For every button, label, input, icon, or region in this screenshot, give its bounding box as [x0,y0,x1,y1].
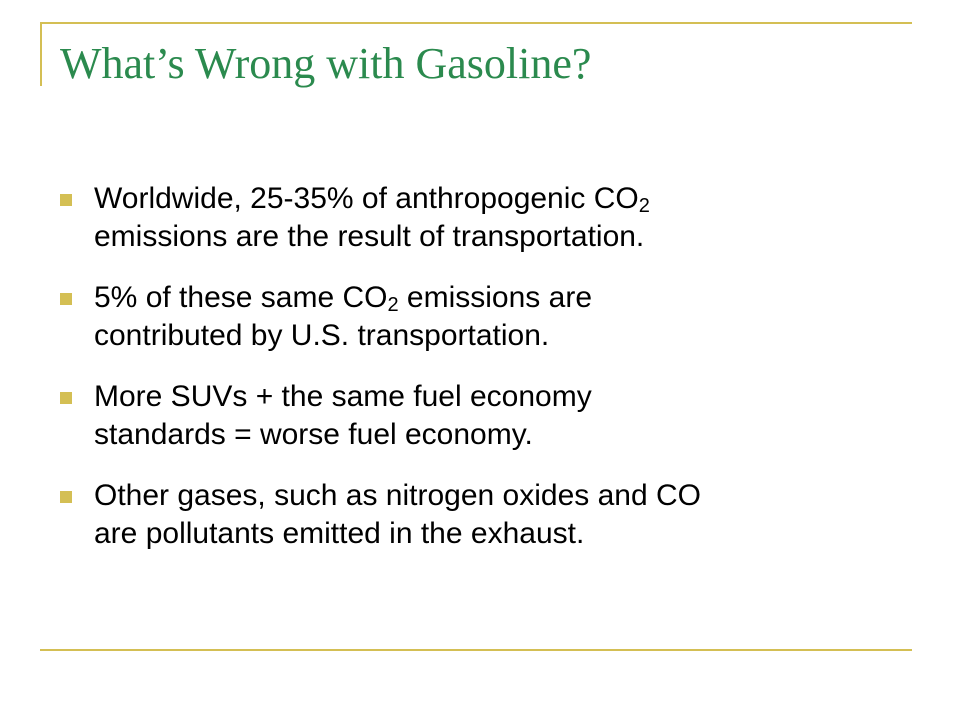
bullet-item [60,378,860,454]
top-rule [40,22,912,24]
bottom-rule [40,649,912,651]
left-rule [40,22,42,86]
square-bullet-icon [60,194,72,206]
subscript: 2 [638,195,650,217]
bullet-line [94,477,860,515]
square-bullet-icon [60,392,72,404]
slide-title: What’s Wrong with Gasoline? [60,39,592,88]
bullet-line [94,279,860,317]
bullet-line [94,378,860,416]
bullet-line: standards = worse fuel economy. [94,418,533,451]
bullet-item [60,279,860,355]
bullet-text: More SUVs + the same fuel economy [94,380,592,413]
bullet-line: contributed by U.S. transportation. [94,319,550,352]
bullet-line: are pollutants emitted in the exhaust. [94,517,585,550]
bullet-list [60,180,860,576]
bullet-line: emissions are the result of transportation. [94,220,645,253]
bullet-text: Other gases, such as nitrogen oxides and CO [94,479,702,512]
bullet-line [94,180,860,218]
bullet-text: emissions are [398,281,592,314]
subscript: 2 [387,294,399,316]
bullet-text: 5% of these same CO [94,281,388,314]
square-bullet-icon [60,491,72,503]
bullet-text: Worldwide, 25-35% of anthropogenic CO [94,182,639,215]
bullet-item [60,180,860,256]
bullet-item [60,477,860,553]
square-bullet-icon [60,293,72,305]
